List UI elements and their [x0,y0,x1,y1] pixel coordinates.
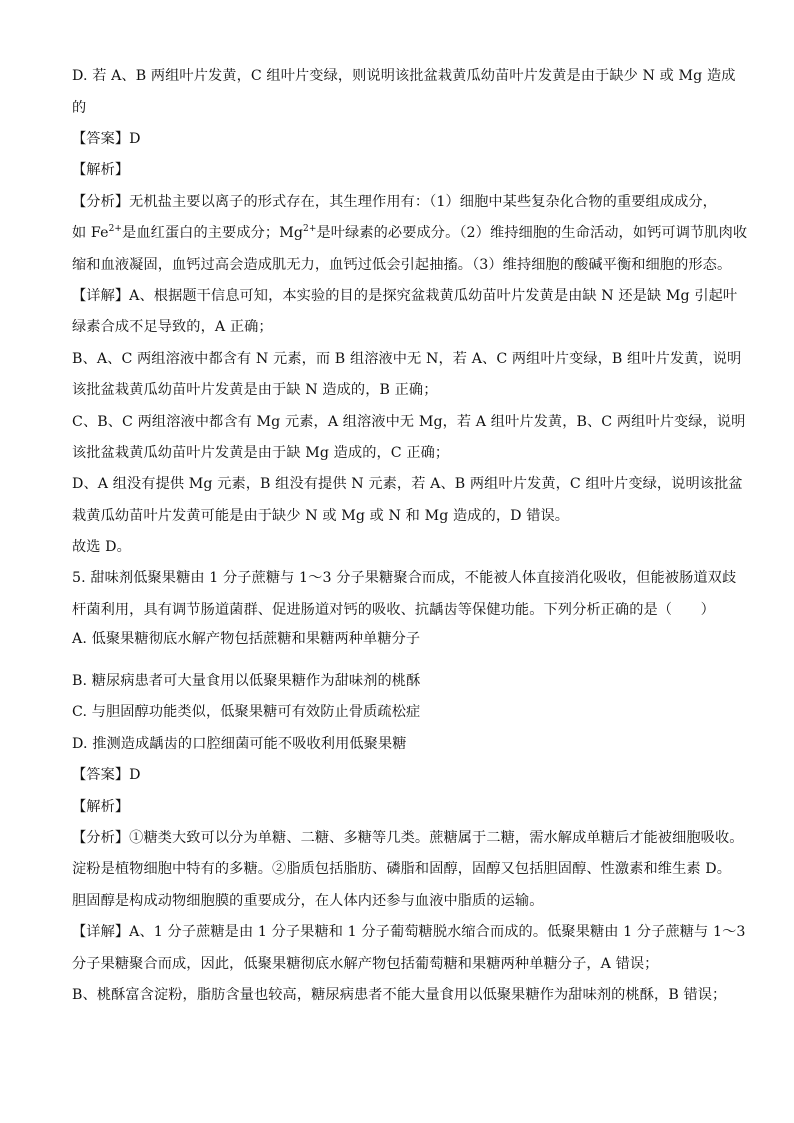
q5-option-c: C. 与胆固醇功能类似，低聚果糖可有效防止骨质疏松症 [72,704,421,720]
q5-answer: 【答案】D [72,767,141,783]
q5-detail-line-3: B、桃酥富含淀粉，脂肪含量也较高，糖尿病患者不能大量食用以低聚果糖作为甜味剂的桃酥，B 错误； [72,987,727,1003]
q4-analysis-line-1: 【分析】无机盐主要以离子的形式存在，其生理作用有：（1）细胞中某些复杂化合物的重要组成成分， [72,194,717,210]
q5-analysis-line-2: 淀粉是植物细胞中特有的多糖。②脂质包括脂肪、磷脂和固醇，固醇又包括胆固醇、性激素和维生素 D。 [72,861,732,877]
q4-detail-line-5: C、B、C 两组溶液中都含有 Mg 元素，A 组溶液中无 Mg，若 A 组叶片发黄，B、C 两组叶片变绿，说明 [72,414,746,430]
q4-option-d-line-1: D. 若 A、B 两组叶片发黄，C 组叶片变绿，则说明该批盆栽黄瓜幼苗叶片发黄是由于缺少 N 或 Mg 造成 [72,68,736,84]
q4-detail-line-8: 栽黄瓜幼苗叶片发黄可能是由于缺少 N 或 Mg 或 N 和 Mg 造成的，D 错误。 [72,508,570,524]
q5-jiexi-heading: 【解析】 [72,799,130,815]
q5-stem-line-2: 杆菌利用，具有调节肠道菌群、促进肠道对钙的吸收、抗龋齿等保健功能。下列分析正确的是（ ） [72,602,715,618]
q5-option-d: D. 推测造成龋齿的口腔细菌可能不吸收利用低聚果糖 [72,736,407,752]
q4-detail-line-2: 绿素合成不足导致的，A 正确； [72,319,273,335]
q4-analysis-line-3: 缩和血液凝固，血钙过高会造成肌无力，血钙过低会引起抽搐。（3）维持细胞的酸碱平衡和细胞的形态。 [72,257,732,273]
q4-detail-line-9: 故选 D。 [72,539,131,555]
q5-analysis-line-3: 胆固醇是构成动物细胞膜的重要成分，在人体内还参与血液中脂质的运输。 [72,893,544,909]
q4-option-d-line-2: 的 [72,100,87,116]
q5-option-a: A. 低聚果糖彻底水解产物包括蔗糖和果糖两种单糖分子 [72,631,421,647]
superscript: 2+ [108,224,123,234]
analysis-text: 是血红蛋白的主要成分；Mg [122,225,304,241]
q4-detail-line-6: 该批盆栽黄瓜幼苗叶片发黄是由于缺 Mg 造成的，C 正确； [72,445,450,461]
q4-detail-line-4: 该批盆栽黄瓜幼苗叶片发黄是由于缺 N 造成的，B 正确； [72,382,438,398]
analysis-text: 如 Fe [72,225,109,241]
q4-jiexi-heading: 【解析】 [72,162,130,178]
q5-detail-line-1: 【详解】A、1 分子蔗糖是由 1 分子果糖和 1 分子葡萄糖脱水缩合而成的。低聚果糖由 1 分子蔗糖与 1～3 [72,924,746,940]
q5-analysis-line-1: 【分析】①糖类大致可以分为单糖、二糖、多糖等几类。蔗糖属于二糖，需水解成单糖后才能被细胞吸收。 [72,830,744,846]
superscript: 2+ [303,224,317,234]
q4-answer: 【答案】D [72,131,141,147]
q4-analysis-line-2 [72,223,747,243]
q5-detail-line-2: 分子果糖聚合而成，因此，低聚果糖彻底水解产物包括葡萄糖和果糖两种单糖分子，A 错误； [72,956,659,972]
q4-detail-line-7: D、A 组没有提供 Mg 元素，B 组没有提供 N 元素，若 A、B 两组叶片发黄，C 组叶片变绿，说明该批盆 [72,476,743,492]
q4-detail-line-3: B、A、C 两组溶液中都含有 N 元素，而 B 组溶液中无 N，若 A、C 两组叶片变绿，B 组叶片发黄，说明 [72,351,742,367]
q5-option-b: B. 糖尿病患者可大量食用以低聚果糖作为甜味剂的桃酥 [72,673,421,689]
q5-stem-line-1: 5. 甜味剂低聚果糖由 1 分子蔗糖与 1～3 分子果糖聚合而成，不能被人体直接消化吸收，但能被肠道双歧 [72,570,737,586]
analysis-text: 是叶绿素的必要成分。（2）维持细胞的生命活动，如钙可调节肌肉收 [316,225,748,241]
q4-detail-line-1: 【详解】A、根据题干信息可知，本实验的目的是探究盆栽黄瓜幼苗叶片发黄是由缺 N 还是缺 Mg 引起叶 [72,288,738,304]
